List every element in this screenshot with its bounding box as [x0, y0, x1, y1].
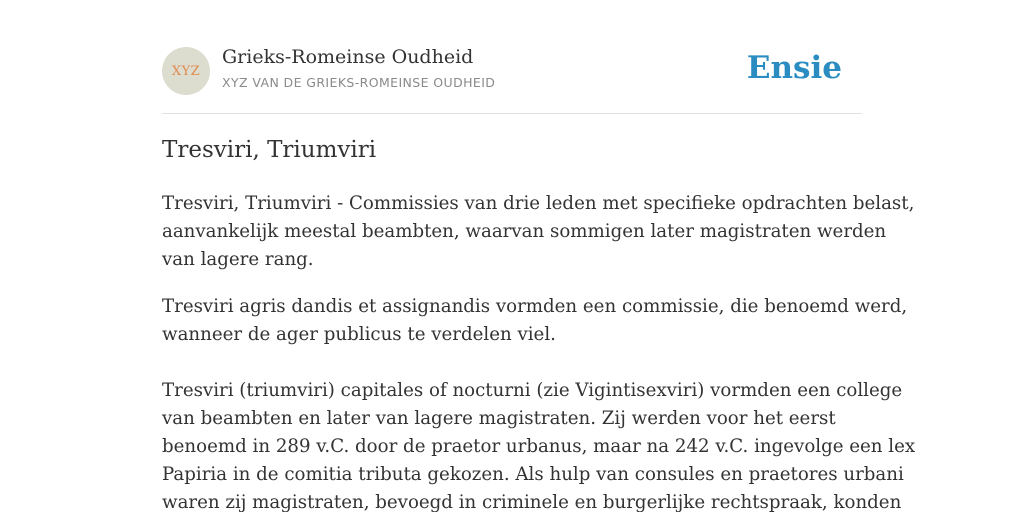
paragraph-spacer — [162, 349, 862, 377]
source-header — [162, 46, 862, 96]
paragraph-line: Tresviri agris dandis et assignandis vormden een commissie, die benoemd werd, — [162, 296, 908, 317]
paragraph-line: aanvankelijk meestal beambten, waarvan sommigen later magistraten werden — [162, 221, 887, 242]
paragraph-line: van beambten en later van lagere magistraten. Zij werden voor het eerst — [162, 408, 836, 429]
article-body — [162, 190, 916, 512]
paragraph-line: benoemd in 289 v.C. door de praetor urbanus, maar na 242 v.C. ingevolge een lex — [162, 436, 916, 457]
paragraph-line: Papiria in de comitia tributa gekozen. Als hulp van consules en praetores urbani — [162, 464, 904, 485]
paragraph-spacer — [162, 274, 862, 293]
paragraph-line: Tresviri (triumviri) capitales of nocturni (zie Vigintisexviri) vormden een college — [162, 380, 903, 401]
brand-logo[interactable]: Ensie — [746, 50, 842, 86]
article-title: Tresviri, Triumviri — [162, 137, 377, 163]
paragraph-line: Tresviri, Triumviri - Commissies van drie leden met specifieke opdrachten belast, — [162, 193, 915, 214]
paragraph-3 — [162, 377, 916, 512]
paragraph-line: wanneer de ager publicus te verdelen viel. — [162, 324, 556, 345]
paragraph-line: waren zij magistraten, bevoegd in criminele en burgerlijke rechtspraak, konden — [162, 492, 902, 512]
paragraph-line: van lagere rang. — [162, 249, 314, 270]
source-subtitle: XYZ VAN DE GRIEKS-ROMEINSE OUDHEID — [222, 75, 496, 90]
header-divider — [162, 113, 862, 114]
paragraph-1 — [162, 190, 915, 274]
source-avatar[interactable]: XYZ — [162, 47, 210, 95]
paragraph-2 — [162, 293, 908, 349]
source-title-link[interactable]: Grieks-Romeinse Oudheid — [222, 46, 474, 68]
